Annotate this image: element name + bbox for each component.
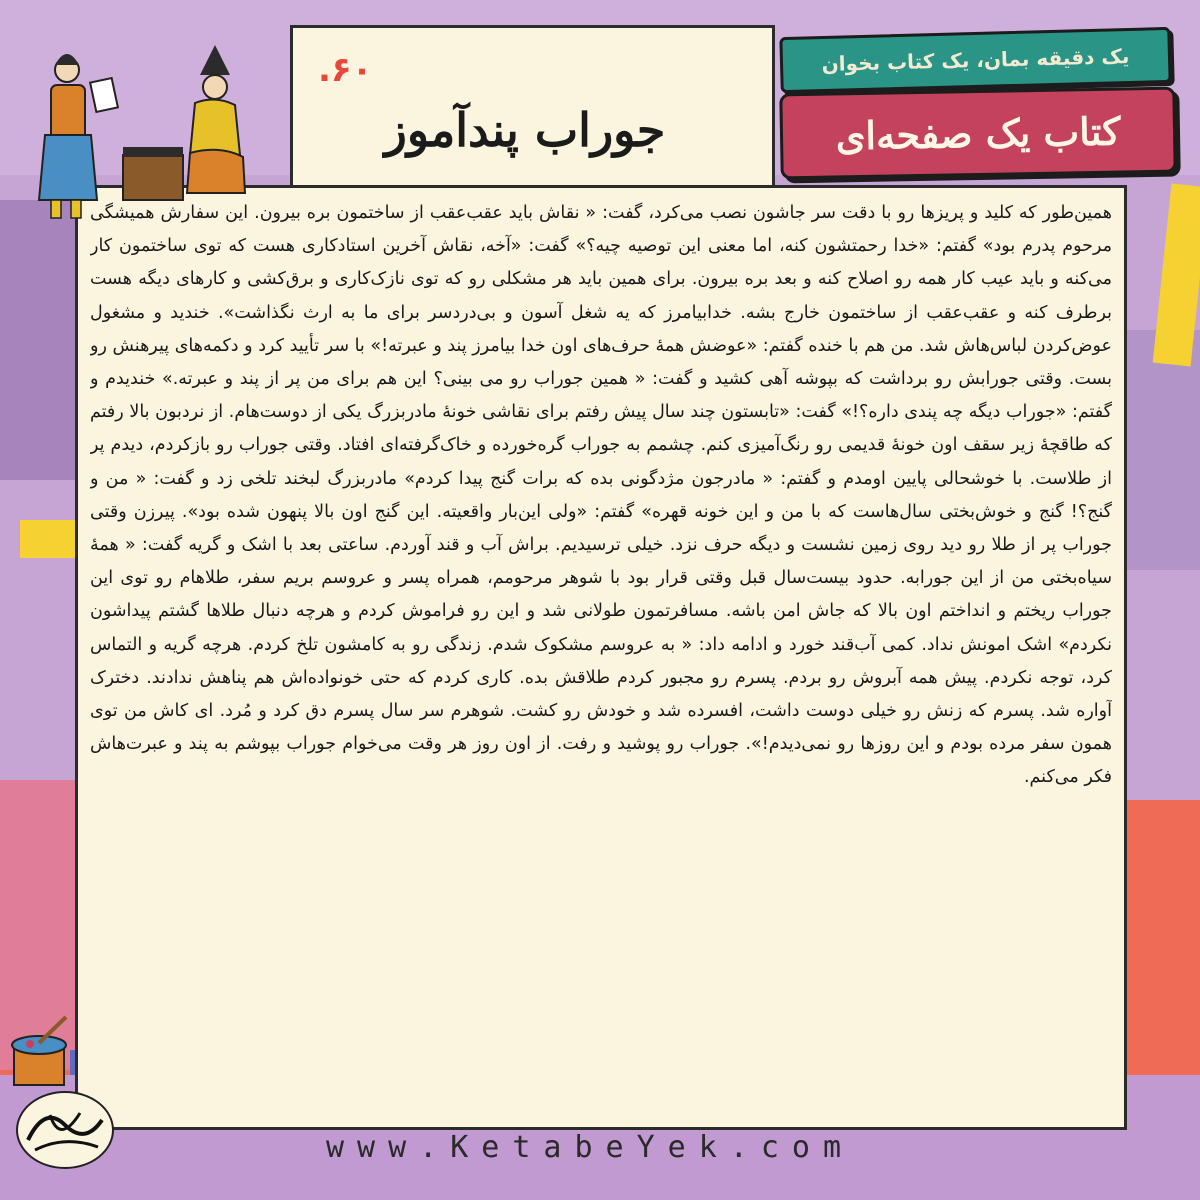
story-title: جوراب پندآموز [384,103,666,157]
paint-bucket-illustration [8,1015,83,1090]
website-url[interactable]: www.KetabeYek.com [325,1130,855,1165]
series-tagline-badge [779,27,1171,93]
calligraphy-seal [10,1085,120,1175]
story-number: ۶۰. [318,50,373,90]
series-name-badge [779,87,1176,180]
series-tagline: یک دقیقه بمان، یک کتاب بخوان [821,43,1130,77]
story-body: همین‌طور که کلید و پریزها رو با دقت سر جاشون نصب می‌کرد، گفت: « نقاش باید عقب‌عقب از ساختمون بره بیرون. این سفارش همیشگی مرحوم پدرم بود» گفتم: «خدا رحمتشون کنه، اما معنی این توصیه چیه؟» گفت: «آخه، نقاش آخرین استادکاری هست که توی ساختمون کار می‌کنه و باید عیب کار همه رو اصلاح کنه و بعد بره بیرون. برای همین باید هر مشکلی رو که توی نازک‌کاری و برق‌کشی و کارهای دیگه هست برطرف کنه و عقب‌عقب از ساختمون خارج بشه. خدابیامرز که یه شغل آسون و بی‌دردسر برای ما به ارث نگذاشت». خندید و مشغول عوض‌کردن لباس‌هاش شد. من هم با خنده گفتم: «عوضش همهٔ حرف‌های اون خدا بیامرز پند و عبرته!» با سر تأیید کرد و دکمه‌های پیرهنش رو بست. وقتی جورابش رو برداشت که بپوشه آهی کشید و گفت: « همین جوراب رو می بینی؟ این هم برای من پر از پند و عبرته.» خندیدم و گفتم: «جوراب دیگه چه پندی داره؟!» گفت: «تابستون چند سال پیش رفتم برای نقاشی خونهٔ مادربزرگ یکی از دوست‌هام. از نردبون بالا رفتم که طاقچهٔ زیر سقف اون خونهٔ قدیمی رو رنگ‌آمیزی کنم. چشمم به جوراب گره‌خورده و خاک‌گرفته‌ای افتاد. وقتی جوراب رو بازکردم، دیدم پر از طلاست. با خوشحالی پایین اومدم و گفتم: « مادرجون مژدگونی بده که برات گنج پیدا کردم» مادربزرگ لبخند تلخی زد و گفت: « من و گنج؟! گنج و خوش‌بختی سال‌هاست که با من و این خونه قهره» گفتم: «ولی این‌بار واقعیته. این گنج اون بالا پنهون شده بود». پیرزن وقتی جوراب پر از طلا رو دید روی زمین نشست و دیگه حرف نزد. خیلی ترسیدیم. براش آب و قند آوردم. ساعتی بعد با اشک و گریه گفت: « همهٔ سیاه‌بختی من از این جورابه. حدود بیست‌سال قبل وقتی قرار بود با شوهر مرحومم، همراه پسر و عروسم بریم سفر، طلاهام رو توی این جوراب ریختم و انداختم اون بالا که جاش امن باشه. مسافرتمون طولانی شد و این رو فراموش کردم و هرچه دنبال طلاها گشتم پیداشون نکردم» اشک امونش نداد. کمی آب‌قند خورد و ادامه داد: « به عروسم مشکوک شدم. زندگی رو به کامشون تلخ کردم. هرچه گریه و التماس کرد، توجه نکردم. پیش همه آبروش رو بردم. پسرم رو مجبور کردم طلاقش بده. کاری کردم که حتی خونواده‌اش هم پناهش ندادند. دخترک آواره شد. پسرم که زنش رو خیلی دوست داشت، افسرده شد و خودش رو کشت. شوهرم سر سال پسرم دق کرد و مُرد. ای کاش من توی همون سفر مرده بودم و این روزها رو نمی‌دیدم!». جوراب رو پوشید و رفت. از اون روز هر وقت می‌خوام جوراب بپوشم به پند و عبرت‌هاش فکر می‌کنم. [90,203,1112,788]
persian-painters-illustration [15,25,250,225]
background-stroke [1153,184,1200,367]
series-name: کتاب یک صفحه‌ای [835,108,1121,158]
